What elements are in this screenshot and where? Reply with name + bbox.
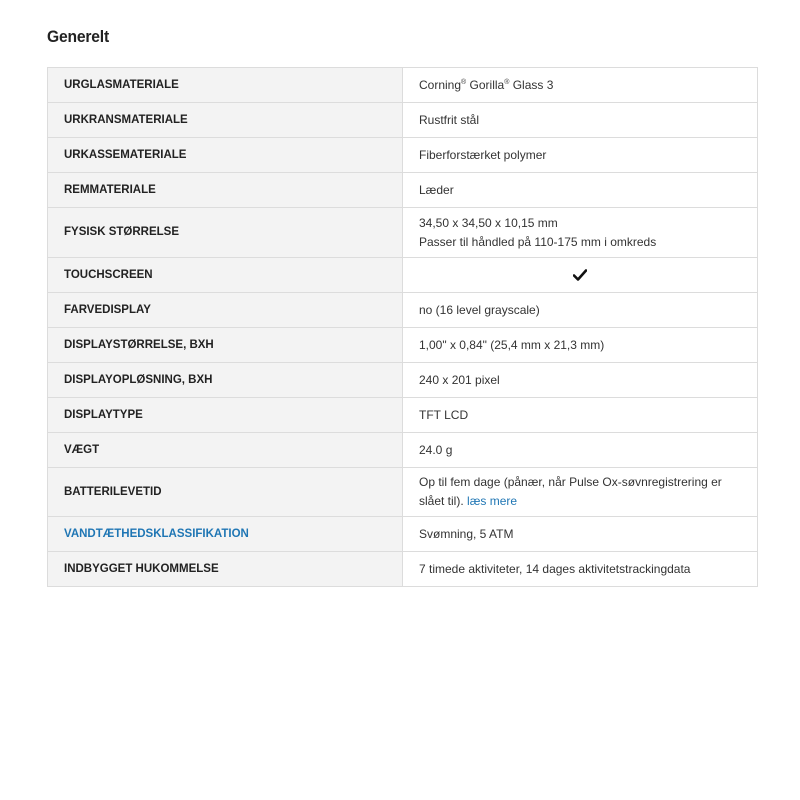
spec-value: TFT LCD [403,398,758,433]
spec-label: DISPLAYOPLØSNING, BXH [48,363,403,398]
spec-value [403,468,758,517]
lens-version-text: Glass 3 [509,77,554,92]
table-row [48,68,758,103]
spec-value: Rustfrit stål [403,103,758,138]
lens-product-text: Gorilla [466,77,505,92]
spec-value: 1,00" x 0,84" (25,4 mm x 21,3 mm) [403,328,758,363]
spec-label: INDBYGGET HUKOMMELSE [48,552,403,587]
table-row [48,517,758,552]
table-row [48,398,758,433]
spec-value: Svømning, 5 ATM [403,517,758,552]
spec-value: Fiberforstærket polymer [403,138,758,173]
registered-mark: ® [504,78,510,86]
size-wrist-fit: Passer til håndled på 110-175 mm i omkreds [419,234,657,249]
checkmark-icon [573,269,587,281]
spec-value: Læder [403,173,758,208]
table-row [48,363,758,398]
table-row [48,258,758,293]
spec-value: 24.0 g [403,433,758,468]
spec-label [48,517,403,552]
table-row [48,433,758,468]
spec-value: no (16 level grayscale) [403,293,758,328]
spec-value: 240 x 201 pixel [403,363,758,398]
read-more-link[interactable]: læs mere [467,494,518,508]
table-row [48,173,758,208]
spec-table [47,67,758,587]
spec-label: FARVEDISPLAY [48,293,403,328]
table-row [48,552,758,587]
spec-label: FYSISK STØRRELSE [48,208,403,258]
table-row [48,328,758,363]
battery-text-line1: Op til fem dage (pånær, når Pulse Ox-søvnregistrering er [419,475,722,489]
section-title: Generelt [47,27,109,46]
size-dimensions: 34,50 x 34,50 x 10,15 mm [419,215,558,230]
spec-label: DISPLAYTYPE [48,398,403,433]
spec-label: VÆGT [48,433,403,468]
spec-label: DISPLAYSTØRRELSE, BXH [48,328,403,363]
table-row [48,293,758,328]
spec-value: 7 timede aktiviteter, 14 dages aktivitetstrackingdata [403,552,758,587]
table-row [48,138,758,173]
registered-mark: ® [461,78,467,86]
spec-value [403,258,758,293]
spec-value [403,208,758,258]
spec-label: URGLASMATERIALE [48,68,403,103]
lens-brand-text: Corning [419,77,462,92]
water-rating-link[interactable]: VANDTÆTHEDSKLASSIFIKATION [64,527,249,540]
spec-label: TOUCHSCREEN [48,258,403,293]
spec-label: URKASSEMATERIALE [48,138,403,173]
battery-text-end: slået til). [419,494,464,508]
spec-label: URKRANSMATERIALE [48,103,403,138]
table-row [48,208,758,258]
table-row [48,468,758,517]
spec-label: REMMATERIALE [48,173,403,208]
spec-value [403,68,758,103]
spec-label: BATTERILEVETID [48,468,403,517]
table-row [48,103,758,138]
battery-text-line2 [419,492,727,511]
